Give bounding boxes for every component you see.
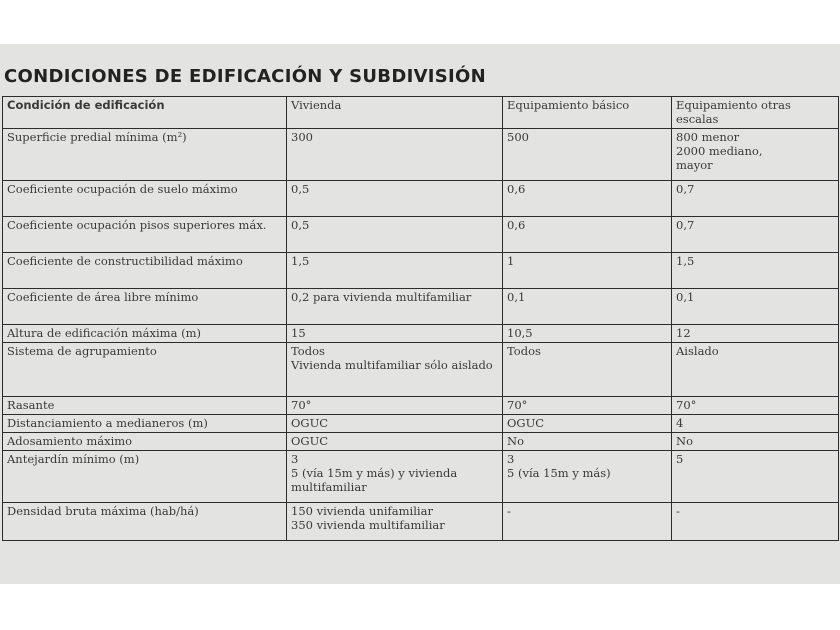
table-row xyxy=(3,451,839,503)
cell-equipamiento-basico: 1 xyxy=(503,253,672,289)
table-row xyxy=(3,253,839,289)
cell-equipamiento-basico: No xyxy=(503,433,672,451)
column-header-equipamiento-otras: Equipamiento otras escalas xyxy=(672,97,839,129)
cell-equipamiento-otras: 0,7 xyxy=(672,217,839,253)
cell-equipamiento-otras: 4 xyxy=(672,415,839,433)
row-label: Altura de edificación máxima (m) xyxy=(3,325,287,343)
cell-equipamiento-otras: 12 xyxy=(672,325,839,343)
column-header-condition: Condición de edificación xyxy=(3,97,287,129)
cell-vivienda: OGUC xyxy=(287,433,503,451)
cell-equipamiento-basico: 10,5 xyxy=(503,325,672,343)
document-page xyxy=(0,44,840,584)
building-conditions-table xyxy=(2,96,839,541)
table-row xyxy=(3,325,839,343)
cell-equipamiento-otras: No xyxy=(672,433,839,451)
table-row xyxy=(3,129,839,181)
cell-equipamiento-basico: 3 5 (vía 15m y más) xyxy=(503,451,672,503)
cell-equipamiento-basico: Todos xyxy=(503,343,672,397)
cell-equipamiento-basico: 0,6 xyxy=(503,217,672,253)
header-row xyxy=(3,97,839,129)
cell-vivienda: OGUC xyxy=(287,415,503,433)
table-row xyxy=(3,289,839,325)
cell-vivienda: 0,2 para vivienda multifamiliar xyxy=(287,289,503,325)
column-header-vivienda: Vivienda xyxy=(287,97,503,129)
cell-equipamiento-otras: Aislado xyxy=(672,343,839,397)
row-label: Coeficiente ocupación pisos superiores máx. xyxy=(3,217,287,253)
cell-vivienda: 0,5 xyxy=(287,217,503,253)
cell-vivienda: 70° xyxy=(287,397,503,415)
cell-vivienda: 1,5 xyxy=(287,253,503,289)
table-row xyxy=(3,343,839,397)
row-label: Rasante xyxy=(3,397,287,415)
cell-vivienda: 150 vivienda unifamiliar 350 vivienda multifamiliar xyxy=(287,503,503,541)
cell-equipamiento-otras: 800 menor 2000 mediano, mayor xyxy=(672,129,839,181)
table-row xyxy=(3,433,839,451)
row-label: Distanciamiento a medianeros (m) xyxy=(3,415,287,433)
cell-equipamiento-otras: 5 xyxy=(672,451,839,503)
cell-vivienda: 3 5 (vía 15m y más) y vivienda multifamiliar xyxy=(287,451,503,503)
table-row xyxy=(3,397,839,415)
document-title: CONDICIONES DE EDIFICACIÓN Y SUBDIVISIÓN xyxy=(4,66,487,87)
column-header-equipamiento-basico: Equipamiento básico xyxy=(503,97,672,129)
row-label: Coeficiente de área libre mínimo xyxy=(3,289,287,325)
cell-equipamiento-otras: 0,7 xyxy=(672,181,839,217)
cell-vivienda: Todos Vivienda multifamiliar sólo aislado xyxy=(287,343,503,397)
cell-equipamiento-otras: 70° xyxy=(672,397,839,415)
cell-vivienda: 0,5 xyxy=(287,181,503,217)
cell-equipamiento-otras: 1,5 xyxy=(672,253,839,289)
cell-vivienda: 300 xyxy=(287,129,503,181)
table-row xyxy=(3,181,839,217)
cell-equipamiento-basico: 0,1 xyxy=(503,289,672,325)
cell-equipamiento-basico: 500 xyxy=(503,129,672,181)
cell-equipamiento-otras: - xyxy=(672,503,839,541)
row-label: Coeficiente de constructibilidad máximo xyxy=(3,253,287,289)
cell-equipamiento-basico: 70° xyxy=(503,397,672,415)
row-label: Adosamiento máximo xyxy=(3,433,287,451)
row-label: Superficie predial mínima (m²) xyxy=(3,129,287,181)
cell-vivienda: 15 xyxy=(287,325,503,343)
row-label: Antejardín mínimo (m) xyxy=(3,451,287,503)
cell-equipamiento-basico: OGUC xyxy=(503,415,672,433)
row-label: Sistema de agrupamiento xyxy=(3,343,287,397)
table-row xyxy=(3,415,839,433)
cell-equipamiento-basico: 0,6 xyxy=(503,181,672,217)
table-row xyxy=(3,503,839,541)
row-label: Coeficiente ocupación de suelo máximo xyxy=(3,181,287,217)
row-label: Densidad bruta máxima (hab/há) xyxy=(3,503,287,541)
table-row xyxy=(3,217,839,253)
cell-equipamiento-basico: - xyxy=(503,503,672,541)
cell-equipamiento-otras: 0,1 xyxy=(672,289,839,325)
